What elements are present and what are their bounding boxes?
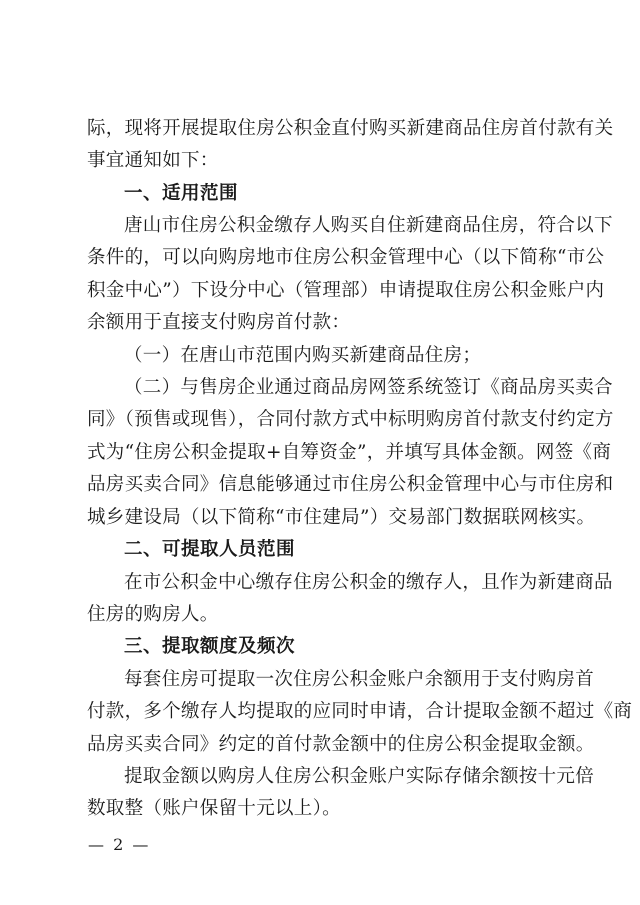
paragraph-line: 条件的，可以向购房地市住房公积金管理中心（以下简称“市公: [87, 247, 605, 268]
paragraph-line: 住房的购房人。: [87, 604, 219, 625]
paragraph-line: 付款，多个缴存人均提取的应同时申请，合计提取金额不超过《商: [87, 701, 633, 722]
paragraph-line: 式为“住房公积金提取+自筹资金”，并填写具体金额。网签《商: [87, 442, 612, 463]
page-number: — 2 —: [88, 835, 151, 854]
paragraph-line: 积金中心”）下设分中心（管理部）申请提取住房公积金账户内: [87, 280, 605, 301]
paragraph-line: 品房买卖合同》信息能够通过市住房公积金管理中心与市住房和: [87, 474, 614, 495]
paragraph-line: 事宜通知如下：: [87, 150, 219, 171]
paragraph-line: 在市公积金中心缴存住房公积金的缴存人，且作为新建商品: [124, 572, 613, 593]
paragraph-line: 余额用于直接支付购房首付款：: [87, 312, 351, 333]
paragraph-line: 同》（预售或现售），合同付款方式中标明购房首付款支付约定方: [87, 409, 614, 430]
section-heading-amount: 三、提取额度及频次: [124, 636, 296, 657]
paragraph-line: 品房买卖合同》约定的首付款金额中的住房公积金提取金额。: [87, 734, 595, 755]
paragraph-line: 际，现将开展提取住房公积金直付购买新建商品住房首付款有关: [87, 118, 614, 139]
paragraph-line: 提取金额以购房人住房公积金账户实际存储余额按十元倍: [124, 766, 595, 787]
paragraph-line: 每套住房可提取一次住房公积金账户余额用于支付购房首: [124, 669, 595, 690]
paragraph-line: 城乡建设局（以下简称“市住建局”）交易部门数据联网核实。: [87, 507, 596, 528]
list-item-line: （一）在唐山市范围内购买新建商品住房；: [124, 345, 482, 366]
section-heading-eligible: 二、可提取人员范围: [124, 539, 296, 560]
paragraph-line: 唐山市住房公积金缴存人购买自住新建商品住房，符合以下: [124, 215, 613, 236]
section-heading-scope: 一、适用范围: [124, 183, 239, 204]
paragraph-line: 数取整（账户保留十元以上）。: [87, 798, 341, 819]
list-item-line: （二）与售房企业通过商品房网签系统签订《商品房买卖合: [124, 377, 613, 398]
